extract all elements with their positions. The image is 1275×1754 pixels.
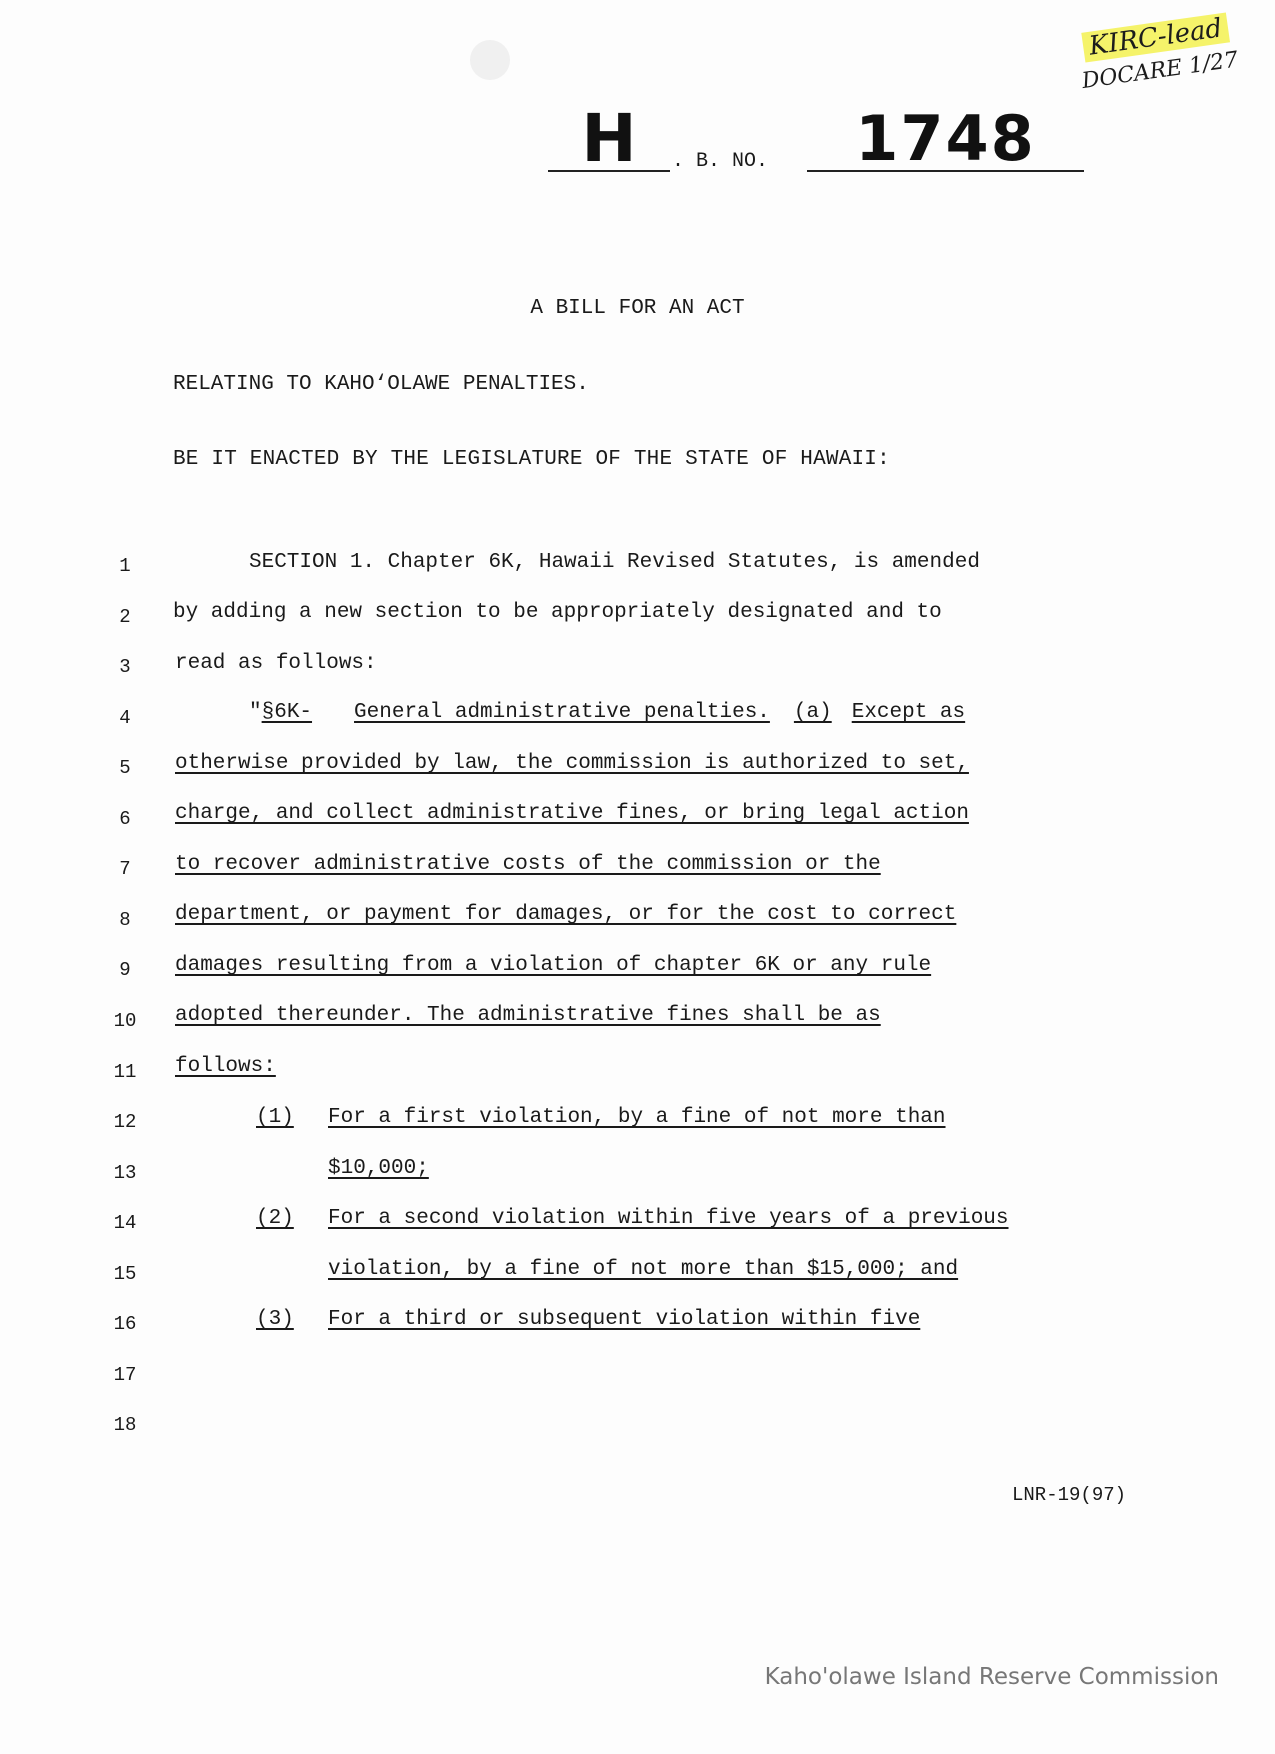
item-3-text: For a third or subsequent violation within five bbox=[328, 1308, 921, 1331]
item-1-text-cont: $10,000; bbox=[328, 1157, 429, 1180]
line-number: 3 bbox=[119, 656, 131, 678]
open-quote: " bbox=[249, 701, 262, 724]
line-number: 17 bbox=[113, 1364, 137, 1386]
item-2-number: (2) bbox=[256, 1207, 294, 1230]
line-number: 12 bbox=[113, 1111, 137, 1133]
item-3-number: (3) bbox=[256, 1308, 294, 1331]
bill-number: 1748 bbox=[807, 108, 1084, 172]
line-number: 1 bbox=[119, 555, 131, 577]
bleed-through-mark bbox=[470, 40, 510, 80]
item-1-number: (1) bbox=[256, 1106, 294, 1129]
line-number: 4 bbox=[119, 707, 131, 729]
body-line-9: damages resulting from a violation of chapter 6K or any rule bbox=[175, 954, 932, 977]
body-line-8: department, or payment for damages, or for the cost to correct bbox=[175, 903, 957, 926]
form-code: LNR-19(97) bbox=[1012, 1484, 1127, 1506]
body-line-7: to recover administrative costs of the commission or the bbox=[175, 853, 881, 876]
item-2-text-cont: violation, by a fine of not more than $15,000; and bbox=[328, 1258, 959, 1281]
house-designation: H bbox=[548, 108, 670, 172]
section-title: General administrative penalties. bbox=[354, 701, 770, 724]
line-number: 5 bbox=[119, 757, 131, 779]
body-line-10: adopted thereunder. The administrative fines shall be as bbox=[175, 1004, 881, 1027]
line-number: 2 bbox=[119, 606, 131, 628]
enacting-clause: BE IT ENACTED BY THE LEGISLATURE OF THE STATE OF HAWAII: bbox=[173, 448, 890, 471]
line-number: 13 bbox=[113, 1162, 137, 1184]
line-number: 7 bbox=[119, 858, 131, 880]
section-number: §6K- bbox=[261, 701, 313, 724]
body-line-2: by adding a new section to be appropriately designated and to bbox=[173, 601, 942, 624]
line-number: 16 bbox=[113, 1313, 137, 1335]
line-number: 10 bbox=[113, 1010, 137, 1032]
subsection-label: (a) bbox=[793, 701, 832, 724]
item-1-text: For a first violation, by a fine of not more than bbox=[328, 1106, 946, 1129]
body-line-1: SECTION 1. Chapter 6K, Hawaii Revised Statutes, is amended bbox=[249, 551, 980, 574]
body-line-11: follows: bbox=[175, 1055, 276, 1078]
annotation-line-2: DOCARE 1/27 bbox=[1080, 47, 1240, 95]
handwritten-annotation bbox=[1081, 10, 1240, 98]
bill-title: A BILL FOR AN ACT bbox=[530, 297, 745, 320]
line-number: 6 bbox=[119, 808, 131, 830]
line-number: 8 bbox=[119, 909, 131, 931]
line-number: 11 bbox=[113, 1061, 137, 1083]
body-line-3: read as follows: bbox=[175, 652, 377, 675]
body-line-4 bbox=[249, 701, 965, 724]
body-line-6: charge, and collect administrative fines, or bring legal action bbox=[175, 802, 969, 825]
line-number: 18 bbox=[113, 1414, 137, 1436]
annotation-line-1: KIRC-lead bbox=[1081, 13, 1230, 63]
line-number: 15 bbox=[113, 1263, 137, 1285]
body-line-4-rest: Except as bbox=[851, 701, 966, 724]
item-2-text: For a second violation within five years of a previous bbox=[328, 1207, 1009, 1230]
bill-number-label: . B. NO. bbox=[672, 150, 769, 173]
line-number: 14 bbox=[113, 1212, 137, 1234]
body-line-5: otherwise provided by law, the commission is authorized to set, bbox=[175, 752, 969, 775]
archive-watermark: Kaho'olawe Island Reserve Commission bbox=[764, 1664, 1219, 1690]
line-number: 9 bbox=[119, 959, 131, 981]
relating-clause: RELATING TO KAHO‘OLAWE PENALTIES. bbox=[173, 373, 589, 396]
